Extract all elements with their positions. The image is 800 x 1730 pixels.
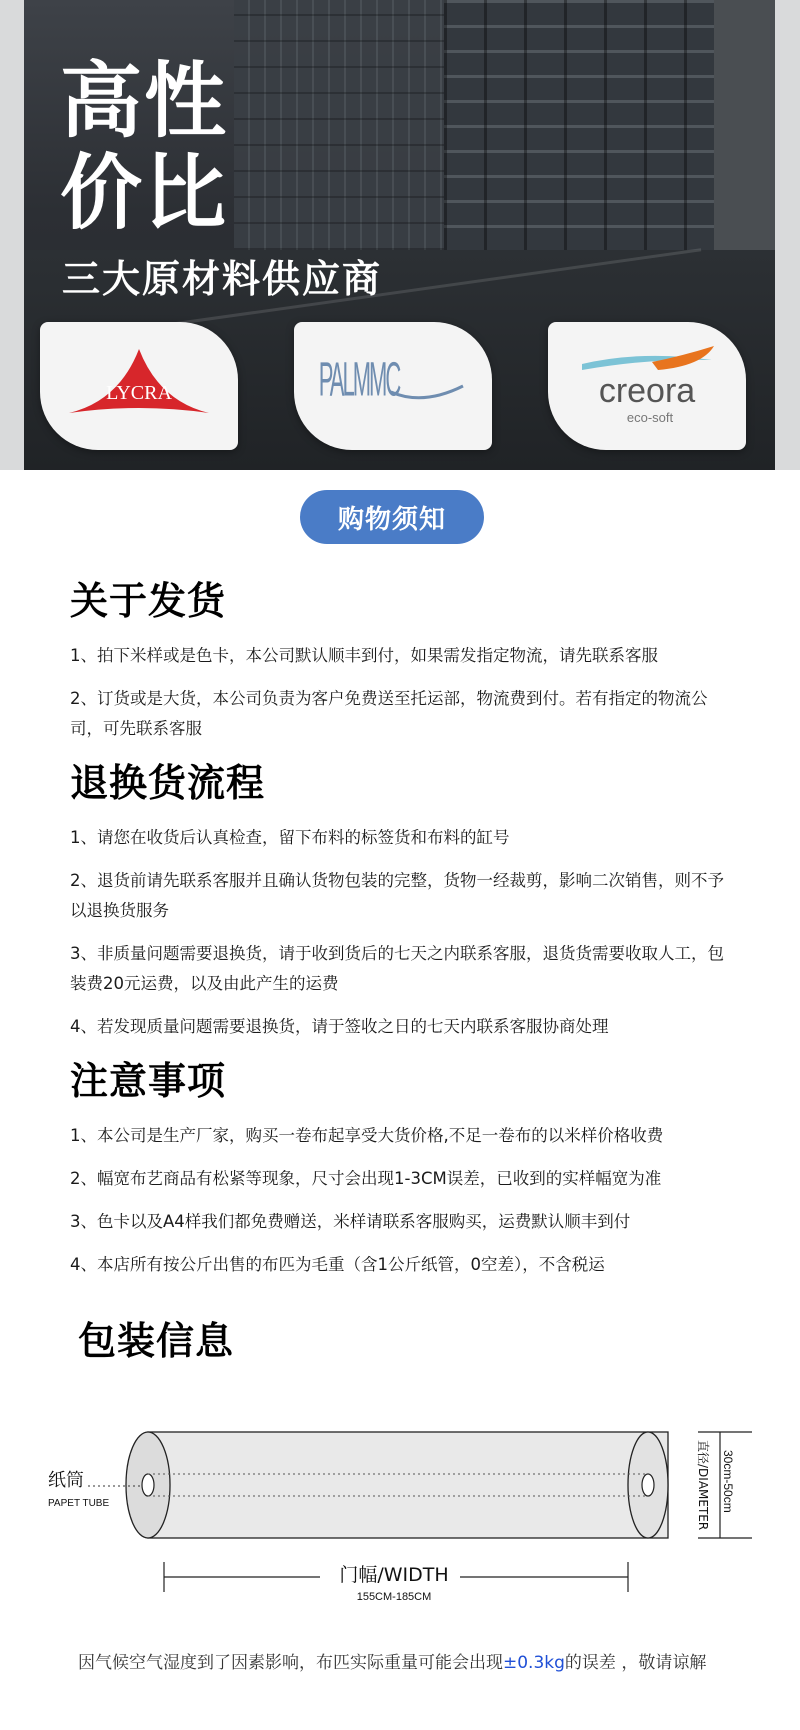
fabric-roll-diagram (0, 1400, 800, 1620)
list-item: 1、请您在收货后认真检查，留下布料的标签货和布料的缸号 (70, 828, 510, 847)
section-notes (70, 1055, 730, 1280)
weight-tolerance-note (78, 1648, 706, 1673)
diameter-label: 直径/DIAMETER (696, 1440, 710, 1531)
hero-title (60, 56, 228, 240)
section-shipping (70, 575, 730, 744)
palmmc-logo (313, 336, 473, 436)
width-label: 门幅/WIDTH (339, 1564, 449, 1586)
section-title: 注意事项 (70, 1059, 227, 1103)
lycra-logo-text: LYCRA (106, 382, 172, 404)
section-returns (70, 757, 730, 1042)
section-title: 退换货流程 (70, 761, 266, 805)
list-item: 2、退货前请先联系客服并且确认货物包装的完整，货物一经裁剪，影响二次销售，则不予以退换货服务 (70, 871, 724, 920)
diameter-value: 30cm-50cm (721, 1450, 735, 1513)
note-text: 因气候空气湿度到了因素影响，布匹实际重量可能会出现 (78, 1653, 503, 1673)
list-item: 2、幅宽布艺商品有松紧等现象，尺寸会出现1-3CM误差，已收到的实样幅宽为准 (70, 1169, 662, 1188)
building-background (714, 0, 775, 260)
list-item: 4、若发现质量问题需要退换货，请于签收之日的七天内联系客服协商处理 (70, 1017, 609, 1036)
brand-card-creora (548, 322, 746, 450)
notice-content (70, 575, 730, 1293)
shopping-notice-badge: 购物须知 (300, 490, 484, 544)
tube-label: 纸筒 (48, 1470, 84, 1491)
lycra-logo (59, 341, 219, 431)
creora-logo (562, 336, 732, 436)
list-item: 4、本店所有按公斤出售的布匹为毛重（含1公斤纸管，0空差），不含税运 (70, 1255, 605, 1274)
brand-card-lycra (40, 322, 238, 450)
hero-subtitle: 三大原材料供应商 (62, 257, 383, 301)
section-title: 关于发货 (70, 579, 227, 623)
creora-sub-text: eco-soft (626, 410, 674, 425)
hero-banner (24, 0, 775, 470)
note-text: 的误差 ，敬请谅解 (564, 1653, 707, 1673)
list-item: 3、色卡以及A4样我们都免费赠送，米样请联系客服购买，运费默认顺丰到付 (70, 1212, 631, 1231)
list-item: 1、本公司是生产厂家，购买一卷布起享受大货价格,不足一卷布的以米样价格收费 (70, 1126, 664, 1145)
hero-title-line: 价比 (60, 146, 229, 241)
tube-label-en: PAPET TUBE (48, 1498, 110, 1509)
palmmc-logo-text: PALMMC (318, 351, 400, 406)
note-highlight: ±0.3kg (503, 1653, 565, 1673)
tube-right-hole (642, 1474, 654, 1496)
list-item: 1、拍下米样或是色卡，本公司默认顺丰到付，如果需发指定物流，请先联系客服 (70, 646, 658, 665)
creora-logo-text: creora (598, 372, 696, 410)
packaging-title: 包装信息 (78, 1319, 235, 1363)
brand-card-palmmc (294, 322, 492, 450)
hero-title-line: 高性 (60, 54, 229, 149)
list-item: 3、非质量问题需要退换货，请于收到货后的七天之内联系客服，退货货需要收取人工，包装费20元运费，以及由此产生的运费 (70, 944, 724, 993)
list-item: 2、订货或是大货，本公司负责为客户免费送至托运部，物流费到付。若有指定的物流公司，可先联系客服 (70, 689, 708, 738)
roll-body (148, 1432, 668, 1538)
width-value: 155CM-185CM (356, 1591, 432, 1603)
tube-left-hole (142, 1474, 154, 1496)
